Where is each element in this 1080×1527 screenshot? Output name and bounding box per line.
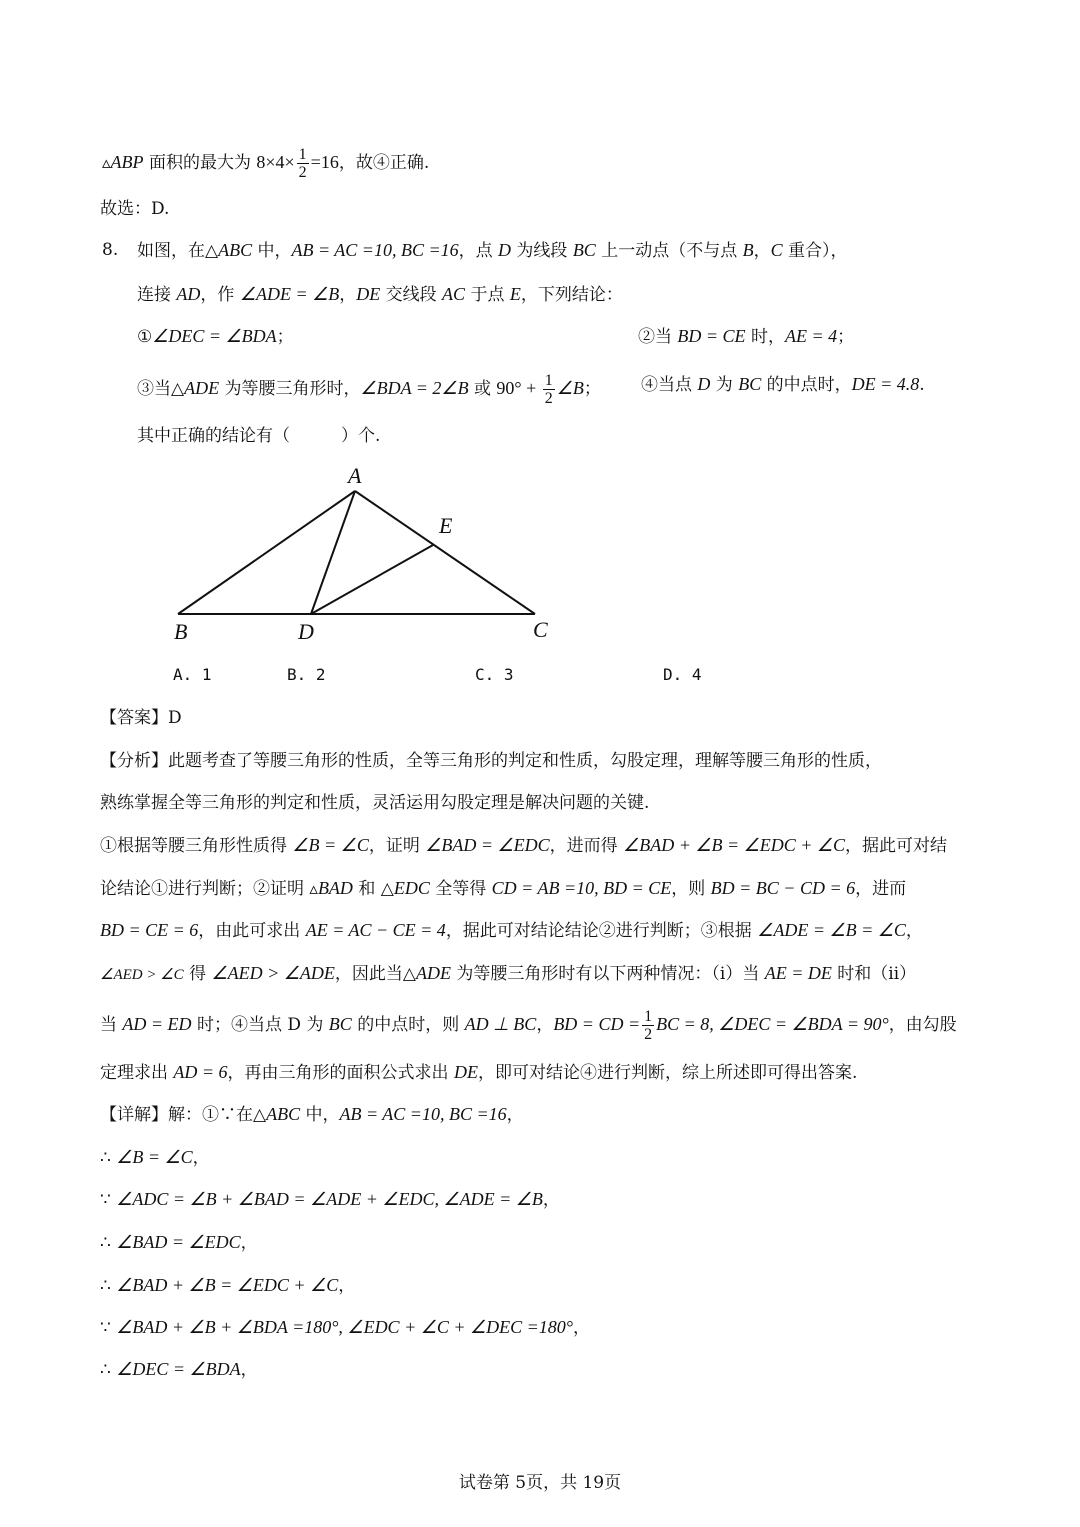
text-run: ， xyxy=(506,1105,524,1125)
math-expr: ∠BAD + ∠B + ∠BDA =180°, ∠EDC + ∠C + ∠DEC =180° xyxy=(116,1317,573,1337)
math-expr: DE xyxy=(356,284,381,304)
solution-line xyxy=(100,1145,210,1170)
question-line-1 xyxy=(137,238,848,263)
text-run: ① xyxy=(137,327,153,347)
text-run: 的中点时， xyxy=(761,375,852,395)
solution-line xyxy=(100,1230,258,1255)
triangle-symbol: ▵ xyxy=(102,153,111,173)
math-expr: BD = BC − CD = 6 xyxy=(710,878,856,898)
text-run: 于点 xyxy=(465,285,510,305)
triangle-figure xyxy=(160,458,580,648)
text-run: 的中点时，则 xyxy=(351,1015,465,1035)
text-run: ，由勾股 xyxy=(888,1015,957,1035)
segment-ad xyxy=(311,491,355,614)
solution-line xyxy=(100,1357,258,1382)
math-expr: BC xyxy=(328,1014,352,1034)
text-run: 论结论①进行判断；②证明 ▵ xyxy=(100,879,318,899)
fraction-numerator: 1 xyxy=(544,372,553,389)
fraction xyxy=(642,1008,654,1043)
fraction-denominator: 2 xyxy=(544,390,553,407)
math-expr: ∠B xyxy=(556,378,584,398)
page-footer: 试卷第 5页，共 19页 xyxy=(458,1473,622,1493)
text-run: ∵ xyxy=(100,1190,117,1210)
text-run: 连接 xyxy=(137,285,177,305)
solution-line xyxy=(100,1102,524,1127)
text-run: ， xyxy=(536,1015,554,1035)
math-expr: ∠BAD = ∠EDC xyxy=(116,1232,241,1252)
text-run: ，作 xyxy=(200,285,240,305)
answer-label: 【答案】D xyxy=(100,708,182,728)
math-expr: BD = CD = xyxy=(553,1014,641,1034)
math-expr: ∠BAD + ∠B = ∠EDC + ∠C xyxy=(116,1275,339,1295)
text-run: ； xyxy=(583,379,601,399)
text-run: ∴ xyxy=(100,1233,117,1253)
label-c: C xyxy=(533,617,548,642)
math-expr: =16 xyxy=(310,152,339,172)
math-expr: AE = DE xyxy=(764,963,832,983)
math-expr: BC xyxy=(572,240,596,260)
text-run: 为等腰三角形时有以下两种情况：（ⅰ）当 xyxy=(450,964,765,984)
math-expr: CD = AB =10, BD = CE xyxy=(491,878,672,898)
text-run: 为等腰三角形时， xyxy=(219,379,361,399)
text-run: . xyxy=(919,375,925,395)
text-run: ，进而得 xyxy=(549,836,624,856)
analysis-line: 【分析】此题考查了等腰三角形的性质，全等三角形的判定和性质，勾股定理，理解等腰三角形的性质， xyxy=(100,751,882,771)
question-number: 8. xyxy=(102,240,119,260)
math-expr: D xyxy=(697,374,711,394)
math-expr: BD = CE xyxy=(677,326,746,346)
question-prompt: 其中正确的结论有（ ）个. xyxy=(137,426,381,446)
math-expr: AB = AC =10, BC =16 xyxy=(291,240,459,260)
analysis-line xyxy=(100,876,906,901)
label-e: E xyxy=(439,513,453,538)
math-expr: ∠DEC = ∠BDA xyxy=(152,326,277,346)
math-expr: AD ⊥ BC xyxy=(464,1014,537,1034)
fraction-denominator: 2 xyxy=(644,1026,653,1043)
text-run: 全等得 xyxy=(429,879,492,899)
math-expr: 8×4× xyxy=(256,152,295,172)
text-run: ，即可对结论④进行判断，综上所述即可得出答案. xyxy=(477,1063,858,1083)
label-d: D xyxy=(298,619,314,644)
choice-b: B. 2 xyxy=(287,665,326,684)
text-run: ， xyxy=(572,1318,590,1338)
math-expr: ∠BAD + ∠B = ∠EDC + ∠C xyxy=(623,835,846,855)
conclusion-3 xyxy=(137,372,601,407)
text-run: ， xyxy=(339,285,357,305)
choice-d: D. 4 xyxy=(663,665,702,684)
solution-line xyxy=(100,1187,560,1212)
text-run: ， xyxy=(542,1190,560,1210)
math-expr: ADE xyxy=(184,378,220,398)
math-expr: AD xyxy=(176,284,201,304)
fraction-denominator: 2 xyxy=(298,164,307,181)
text-run: ，据此可对结论结论②进行判断；③根据 xyxy=(445,921,758,941)
analysis-line xyxy=(100,918,923,943)
math-expr: ∠ADE = ∠B xyxy=(239,284,340,304)
math-expr: BC xyxy=(738,374,762,394)
math-expr: ∠AED > ∠C xyxy=(100,967,184,983)
text-run: 当 xyxy=(100,1015,123,1035)
text-run: ∴ xyxy=(100,1148,117,1168)
text-run: ； xyxy=(276,327,294,347)
text-run: ，点 xyxy=(458,241,498,261)
label-b: B xyxy=(174,619,188,644)
text-line xyxy=(102,146,429,181)
analysis-line xyxy=(100,1060,857,1085)
math-expr: EDC xyxy=(393,878,430,898)
math-expr: BD = CE = 6 xyxy=(100,920,199,940)
text-run: ，故④正确. xyxy=(338,153,430,173)
text-run: ，由此可求出 xyxy=(198,921,306,941)
text-run: ， xyxy=(240,1360,258,1380)
text-run: ， xyxy=(240,1233,258,1253)
text-run: 上一动点（不与点 xyxy=(595,241,743,261)
math-expr: ∠AED > ∠ADE xyxy=(211,963,335,983)
text-run: ②当 xyxy=(638,327,678,347)
text-run: ，据此可对结 xyxy=(845,836,948,856)
text-run: 和 △ xyxy=(352,879,394,899)
math-expr: DE = 4.8 xyxy=(851,374,920,394)
text-run: ，进而 xyxy=(855,879,907,899)
text-run: 时， xyxy=(745,327,785,347)
math-expr: ABP xyxy=(110,152,144,172)
text-run: 为 xyxy=(710,375,739,395)
math-expr: ABC xyxy=(266,1104,301,1124)
fraction xyxy=(297,146,309,181)
math-expr: E xyxy=(509,284,521,304)
text-run: ，因此当△ xyxy=(334,964,416,984)
fraction xyxy=(543,372,555,407)
choice-c: C. 3 xyxy=(475,665,514,684)
text-run: 时和（ⅱ） xyxy=(831,964,917,984)
text-run: ④当点 xyxy=(641,375,698,395)
math-expr: ∠B = ∠C xyxy=(116,1147,193,1167)
text-run: ∵ xyxy=(100,1318,117,1338)
math-expr: ∠DEC = ∠BDA xyxy=(116,1359,241,1379)
text-run: ， xyxy=(753,241,771,261)
math-expr: C xyxy=(770,240,783,260)
segment-de xyxy=(311,545,433,614)
math-expr: AD = 6 xyxy=(173,1062,228,1082)
solution-line xyxy=(100,1315,590,1340)
math-expr: AE = 4 xyxy=(784,326,838,346)
text-run: ③当△ xyxy=(137,379,185,399)
text-run: 【详解】解：①∵在△ xyxy=(100,1105,267,1125)
math-expr: BC = 8, ∠DEC = ∠BDA = 90° xyxy=(656,1014,889,1034)
text-run: 中， xyxy=(300,1105,340,1125)
text-run: 重合）， xyxy=(782,241,848,261)
math-expr: ∠BAD = ∠EDC xyxy=(425,835,550,855)
solution-line xyxy=(100,1273,355,1298)
math-expr: ∠BDA = 2∠B xyxy=(360,378,469,398)
analysis-line xyxy=(100,833,947,858)
math-expr: BAD xyxy=(317,878,353,898)
math-expr: B xyxy=(742,240,754,260)
text-run: ， xyxy=(192,1148,210,1168)
text-run: 中， xyxy=(252,241,292,261)
analysis-line: 熟练掌握全等三角形的判定和性质，灵活运用勾股定理是解决问题的关键. xyxy=(100,793,650,813)
text-run: ， xyxy=(905,921,923,941)
text-run: ∴ xyxy=(100,1360,117,1380)
question-line-2 xyxy=(137,282,623,307)
text-run: ； xyxy=(837,327,855,347)
text-run: ，再由三角形的面积公式求出 xyxy=(227,1063,454,1083)
answer-selection: 故选：D. xyxy=(100,199,170,219)
math-expr: AD = ED xyxy=(122,1014,192,1034)
label-a: A xyxy=(348,463,362,488)
text-run: 得 xyxy=(183,964,212,984)
math-expr: AE = AC − CE = 4 xyxy=(305,920,446,940)
fraction-numerator: 1 xyxy=(644,1008,653,1025)
text-run: 为线段 xyxy=(511,241,573,261)
text-run: ，下列结论： xyxy=(520,285,623,305)
math-expr: ∠ADE = ∠B = ∠C xyxy=(757,920,906,940)
math-expr: ABC xyxy=(218,240,253,260)
text-run: ∴ xyxy=(100,1276,117,1296)
text-run: 时；④当点 D 为 xyxy=(191,1015,329,1035)
text-run: 面积的最大为 xyxy=(143,153,257,173)
text-run: 如图，在△ xyxy=(137,241,219,261)
choice-a: A. 1 xyxy=(173,665,212,684)
math-expr: 90° + xyxy=(496,378,541,398)
math-expr: ADE xyxy=(415,963,451,983)
analysis-line xyxy=(100,1008,957,1043)
conclusion-4 xyxy=(641,372,925,397)
text-run: ，则 xyxy=(671,879,711,899)
math-expr: ∠ADC = ∠B + ∠BAD = ∠ADE + ∠EDC, ∠ADE = ∠B xyxy=(116,1189,543,1209)
math-expr: DE xyxy=(453,1062,478,1082)
math-expr: AC xyxy=(442,284,466,304)
fraction-numerator: 1 xyxy=(298,146,307,163)
text-run: ， xyxy=(338,1276,356,1296)
text-run: 交线段 xyxy=(380,285,443,305)
math-expr: D xyxy=(498,240,511,260)
math-expr: AB = AC =10, BC =16 xyxy=(339,1104,507,1124)
text-run: ①根据等腰三角形性质得 xyxy=(100,836,293,856)
analysis-line xyxy=(100,961,916,987)
text-run: ，证明 xyxy=(368,836,426,856)
text-run: 或 xyxy=(468,379,497,399)
conclusion-1 xyxy=(137,324,294,349)
math-expr: ∠B = ∠C xyxy=(292,835,369,855)
segment-ab xyxy=(178,491,355,614)
segment-ac xyxy=(355,491,535,614)
conclusion-2 xyxy=(638,324,854,349)
text-run: 定理求出 xyxy=(100,1063,174,1083)
